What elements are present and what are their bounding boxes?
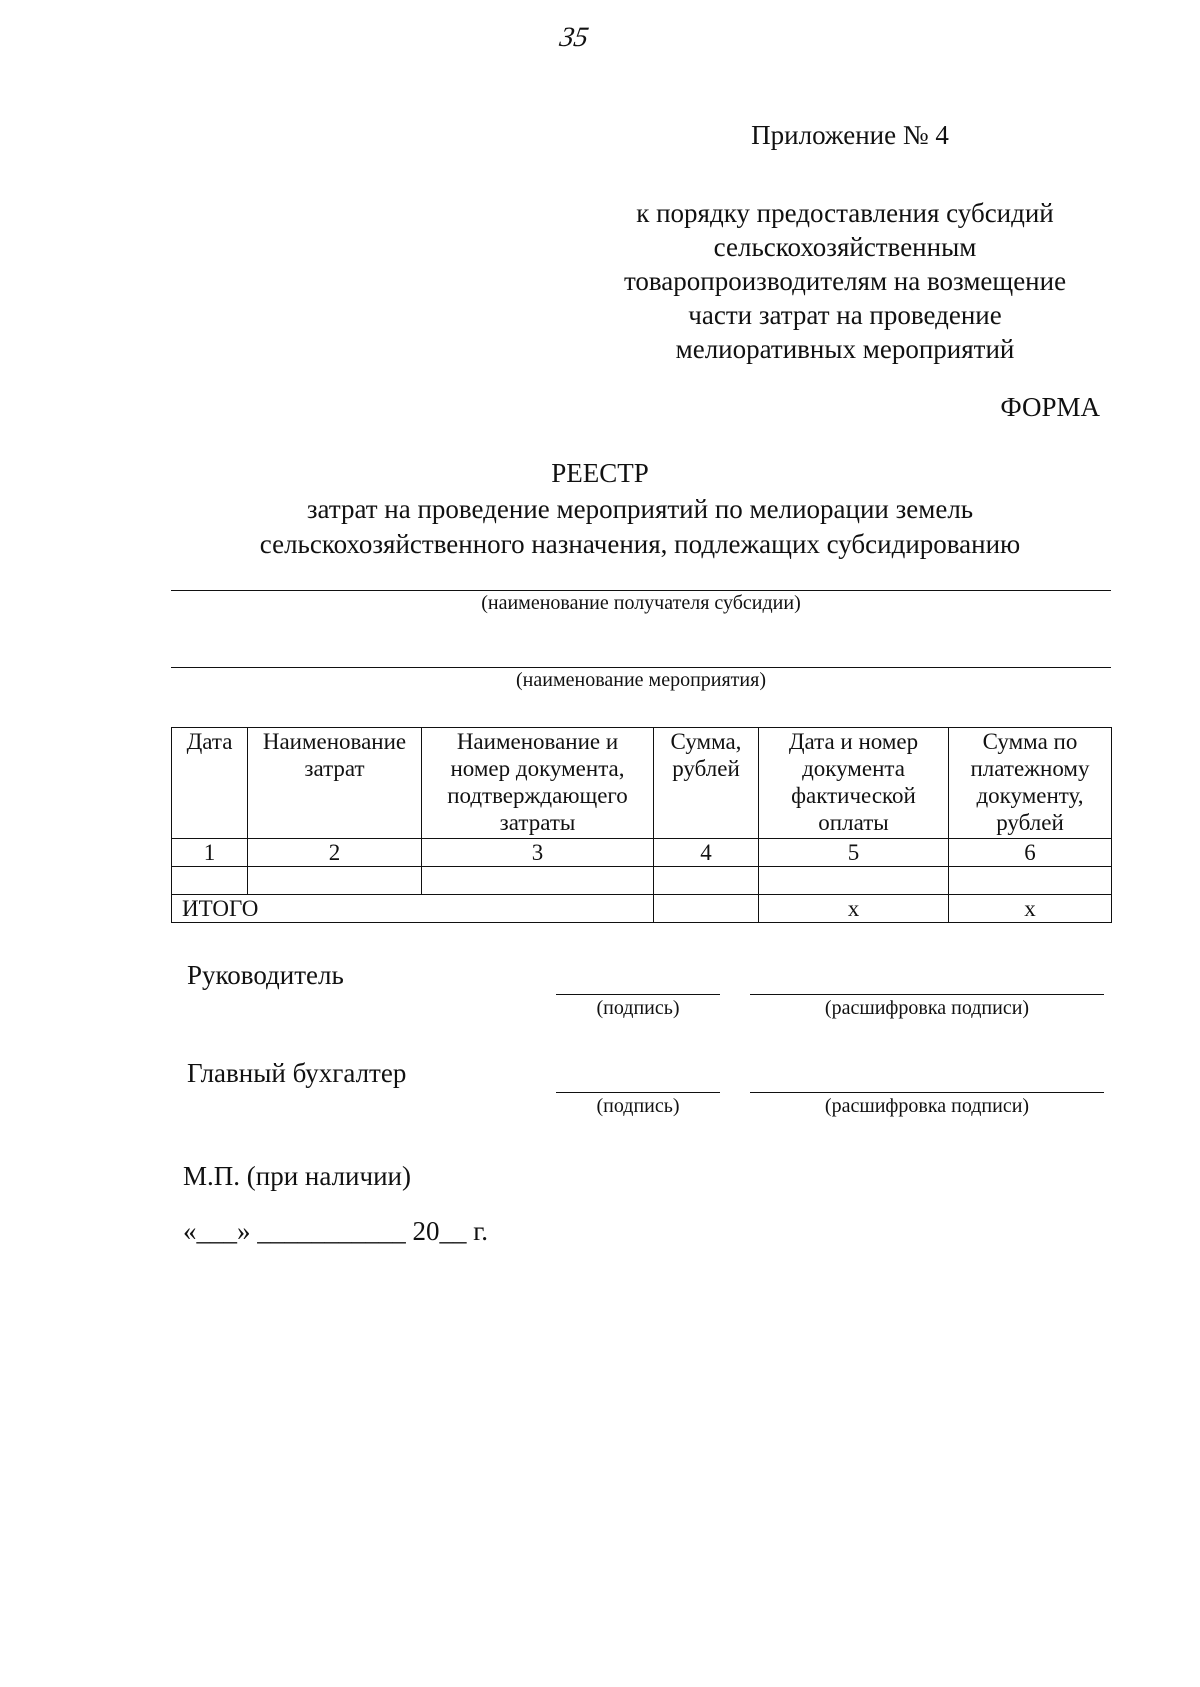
head-decoding-caption: (расшифровка подписи) [824,997,1030,1019]
total-amount-cell[interactable] [654,895,759,923]
head-label: Руководитель [187,960,344,990]
table-header-row [172,728,1112,839]
registry-subtitle: затрат на проведение мероприятий по мелиорации земель сельскохозяйственного назначения, подлежащих субсидированию [259,494,1021,559]
table-row-numbers [172,839,1112,867]
table-cell[interactable] [949,867,1112,895]
registry-table [171,727,1112,923]
table-cell[interactable] [248,867,422,895]
accountant-signature-caption: (подпись) [596,1095,680,1117]
column-number: 2 [248,839,422,867]
page-number: 35 [557,22,591,53]
total-col5-mark: х [759,895,949,923]
head-signature-line[interactable] [556,994,720,995]
accountant-signature-line[interactable] [556,1092,720,1093]
header-expense-name: Наименование затрат [248,728,422,839]
table-total-row [172,895,1112,923]
table-row [172,867,1112,895]
column-number: 5 [759,839,949,867]
head-decoding-line[interactable] [750,994,1104,995]
form-label: ФОРМА [1000,392,1100,422]
appendix-title: Приложение № 4 [751,120,949,150]
total-label: ИТОГО [172,895,654,923]
accountant-label: Главный бухгалтер [187,1058,407,1088]
accountant-decoding-line[interactable] [750,1092,1104,1093]
registry-title: РЕЕСТР [551,458,649,488]
header-payment-document: Дата и номер документа фактической оплаты [759,728,949,839]
table-cell[interactable] [172,867,248,895]
appendix-subtitle: к порядку предоставления субсидий сельскохозяйственным товаропроизводителям на возмещение части затрат на проведение мелиоративных мероприятий [623,198,1067,364]
recipient-name-caption: (наименование получателя субсидии) [481,592,801,614]
seal-label: М.П. (при наличии) [183,1161,411,1191]
date-line: «___» ___________ 20__ г. [183,1216,489,1246]
column-number: 4 [654,839,759,867]
event-name-line[interactable] [171,667,1111,668]
header-document: Наименование и номер документа, подтверждающего затраты [422,728,654,839]
table-cell[interactable] [422,867,654,895]
header-amount: Сумма, рублей [654,728,759,839]
accountant-decoding-caption: (расшифровка подписи) [824,1095,1030,1117]
column-number: 3 [422,839,654,867]
total-col6-mark: х [949,895,1112,923]
recipient-name-line[interactable] [171,590,1111,591]
column-number: 6 [949,839,1112,867]
head-signature-caption: (подпись) [596,997,680,1019]
header-payment-amount: Сумма по платежному документу, рублей [949,728,1112,839]
table-cell[interactable] [759,867,949,895]
column-number: 1 [172,839,248,867]
event-name-caption: (наименование мероприятия) [516,669,766,691]
table-cell[interactable] [654,867,759,895]
header-date: Дата [172,728,248,839]
